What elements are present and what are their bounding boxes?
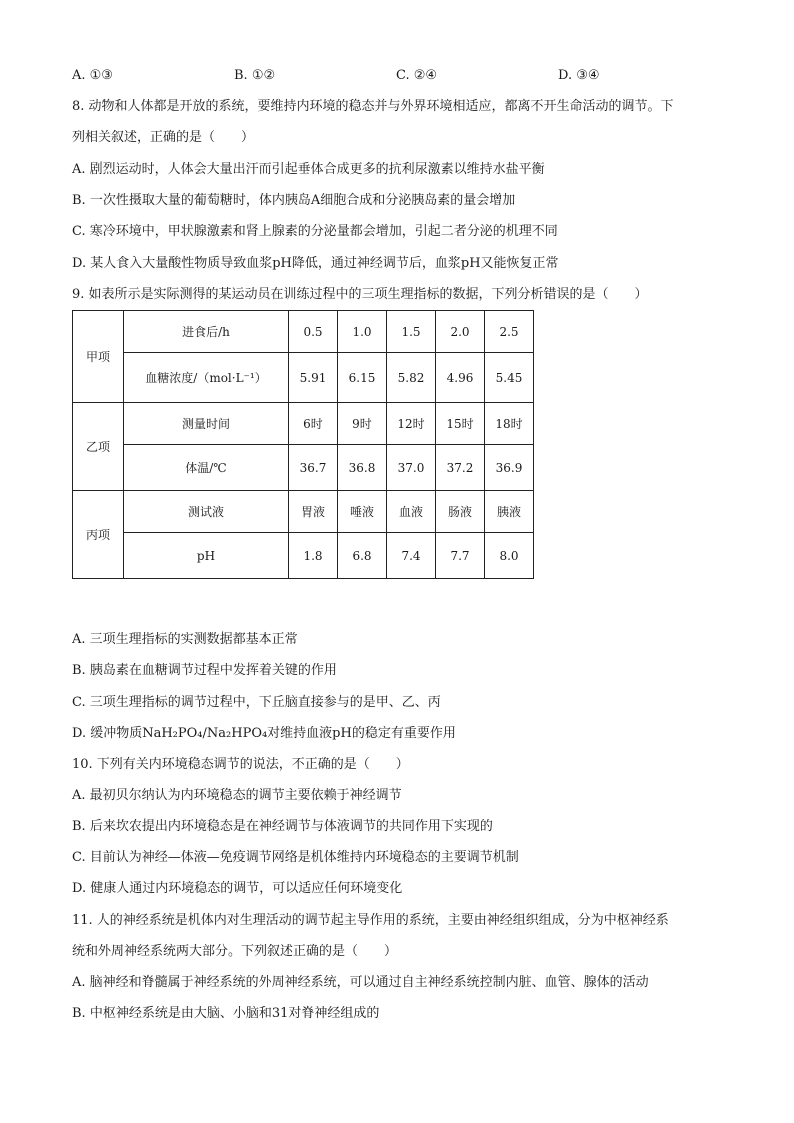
q9-data-table: [72, 310, 534, 579]
prev-option-b: B. ①②: [234, 68, 276, 83]
cell: 12时: [387, 403, 436, 445]
cell: 胃液: [289, 491, 338, 533]
cell: 37.0: [387, 445, 436, 491]
row-label: 测量时间: [124, 403, 289, 445]
table-row: [73, 445, 534, 491]
q8-option-c: C. 寒冷环境中，甲状腺激素和肾上腺素的分泌量都会增加，引起二者分泌的机理不同: [72, 224, 558, 239]
cell: 0.5: [289, 311, 338, 353]
group-label-bing: 丙项: [73, 491, 124, 579]
cell: 6.8: [338, 533, 387, 579]
cell: 4.96: [436, 353, 485, 403]
cell: 36.9: [485, 445, 534, 491]
group-label-jia: 甲项: [73, 311, 124, 403]
cell: 7.4: [387, 533, 436, 579]
table-row: [73, 311, 534, 353]
cell: 37.2: [436, 445, 485, 491]
q11-stem-line1: 11. 人的神经系统是机体内对生理活动的调节起主导作用的系统，主要由神经组织组成，分为中枢神经系: [72, 913, 669, 928]
prev-option-c: C. ②④: [396, 68, 438, 83]
q9-option-b: B. 胰岛素在血糖调节过程中发挥着关键的作用: [72, 663, 337, 678]
q8-stem-line1: 8. 动物和人体都是开放的系统，要维持内环境的稳态并与外界环境相适应，都离不开生命活动的调节。下: [72, 99, 674, 114]
cell: 唾液: [338, 491, 387, 533]
cell: 1.5: [387, 311, 436, 353]
cell: 2.0: [436, 311, 485, 353]
table-row: [73, 353, 534, 403]
q10-option-c: C. 目前认为神经—体液—免疫调节网络是机体维持内环境稳态的主要调节机制: [72, 850, 519, 865]
cell: 36.8: [338, 445, 387, 491]
cell: 2.5: [485, 311, 534, 353]
row-label: 体温/℃: [124, 445, 289, 491]
q8-option-b: B. 一次性摄取大量的葡萄糖时，体内胰岛A细胞合成和分泌胰岛素的量会增加: [72, 193, 516, 208]
q10-option-b: B. 后来坎农提出内环境稳态是在神经调节与体液调节的共同作用下实现的: [72, 819, 493, 834]
q8-stem-line2: 列相关叙述，正确的是（ ）: [72, 130, 255, 145]
q11-option-a: A. 脑神经和脊髓属于神经系统的外周神经系统，可以通过自主神经系统控制内脏、血管、腺体的活动: [72, 975, 649, 990]
row-label: 血糖浓度/（mol·L⁻¹）: [124, 353, 289, 403]
table-row: [73, 533, 534, 579]
q11-option-b: B. 中枢神经系统是由大脑、小脑和31对脊神经组成的: [72, 1006, 380, 1021]
prev-option-d: D. ③④: [558, 68, 600, 83]
table-row: [73, 403, 534, 445]
cell: 胰液: [485, 491, 534, 533]
cell: 7.7: [436, 533, 485, 579]
q10-option-d: D. 健康人通过内环境稳态的调节，可以适应任何环境变化: [72, 881, 403, 896]
cell: 1.0: [338, 311, 387, 353]
cell: 5.45: [485, 353, 534, 403]
cell: 6.15: [338, 353, 387, 403]
prev-option-a: A. ①③: [72, 68, 113, 83]
row-label: 测试液: [124, 491, 289, 533]
row-label: pH: [124, 533, 289, 579]
q8-option-a: A. 剧烈运动时，人体会大量出汗而引起垂体合成更多的抗利尿激素以维持水盐平衡: [72, 162, 545, 177]
cell: 血液: [387, 491, 436, 533]
cell: 8.0: [485, 533, 534, 579]
cell: 9时: [338, 403, 387, 445]
q10-stem: 10. 下列有关内环境稳态调节的说法，不正确的是（ ）: [72, 757, 409, 772]
q10-option-a: A. 最初贝尔纳认为内环境稳态的调节主要依赖于神经调节: [72, 788, 402, 803]
row-label: 进食后/h: [124, 311, 289, 353]
q9-option-c: C. 三项生理指标的调节过程中，下丘脑直接参与的是甲、乙、丙: [72, 695, 441, 710]
table-row: [73, 491, 534, 533]
cell: 18时: [485, 403, 534, 445]
q9-stem: 9. 如表所示是实际测得的某运动员在训练过程中的三项生理指标的数据，下列分析错误的是（ ）: [72, 287, 648, 302]
cell: 6时: [289, 403, 338, 445]
cell: 5.91: [289, 353, 338, 403]
cell: 15时: [436, 403, 485, 445]
group-label-yi: 乙项: [73, 403, 124, 491]
cell: 肠液: [436, 491, 485, 533]
q9-option-d: D. 缓冲物质NaH₂PO₄/Na₂HPO₄对维持血液pH的稳定有重要作用: [72, 726, 456, 741]
cell: 1.8: [289, 533, 338, 579]
q9-option-a: A. 三项生理指标的实测数据都基本正常: [72, 632, 298, 647]
cell: 5.82: [387, 353, 436, 403]
q11-stem-line2: 统和外周神经系统两大部分。下列叙述正确的是（ ）: [72, 944, 398, 959]
cell: 36.7: [289, 445, 338, 491]
q8-option-d: D. 某人食入大量酸性物质导致血浆pH降低，通过神经调节后，血浆pH又能恢复正常: [72, 256, 559, 271]
